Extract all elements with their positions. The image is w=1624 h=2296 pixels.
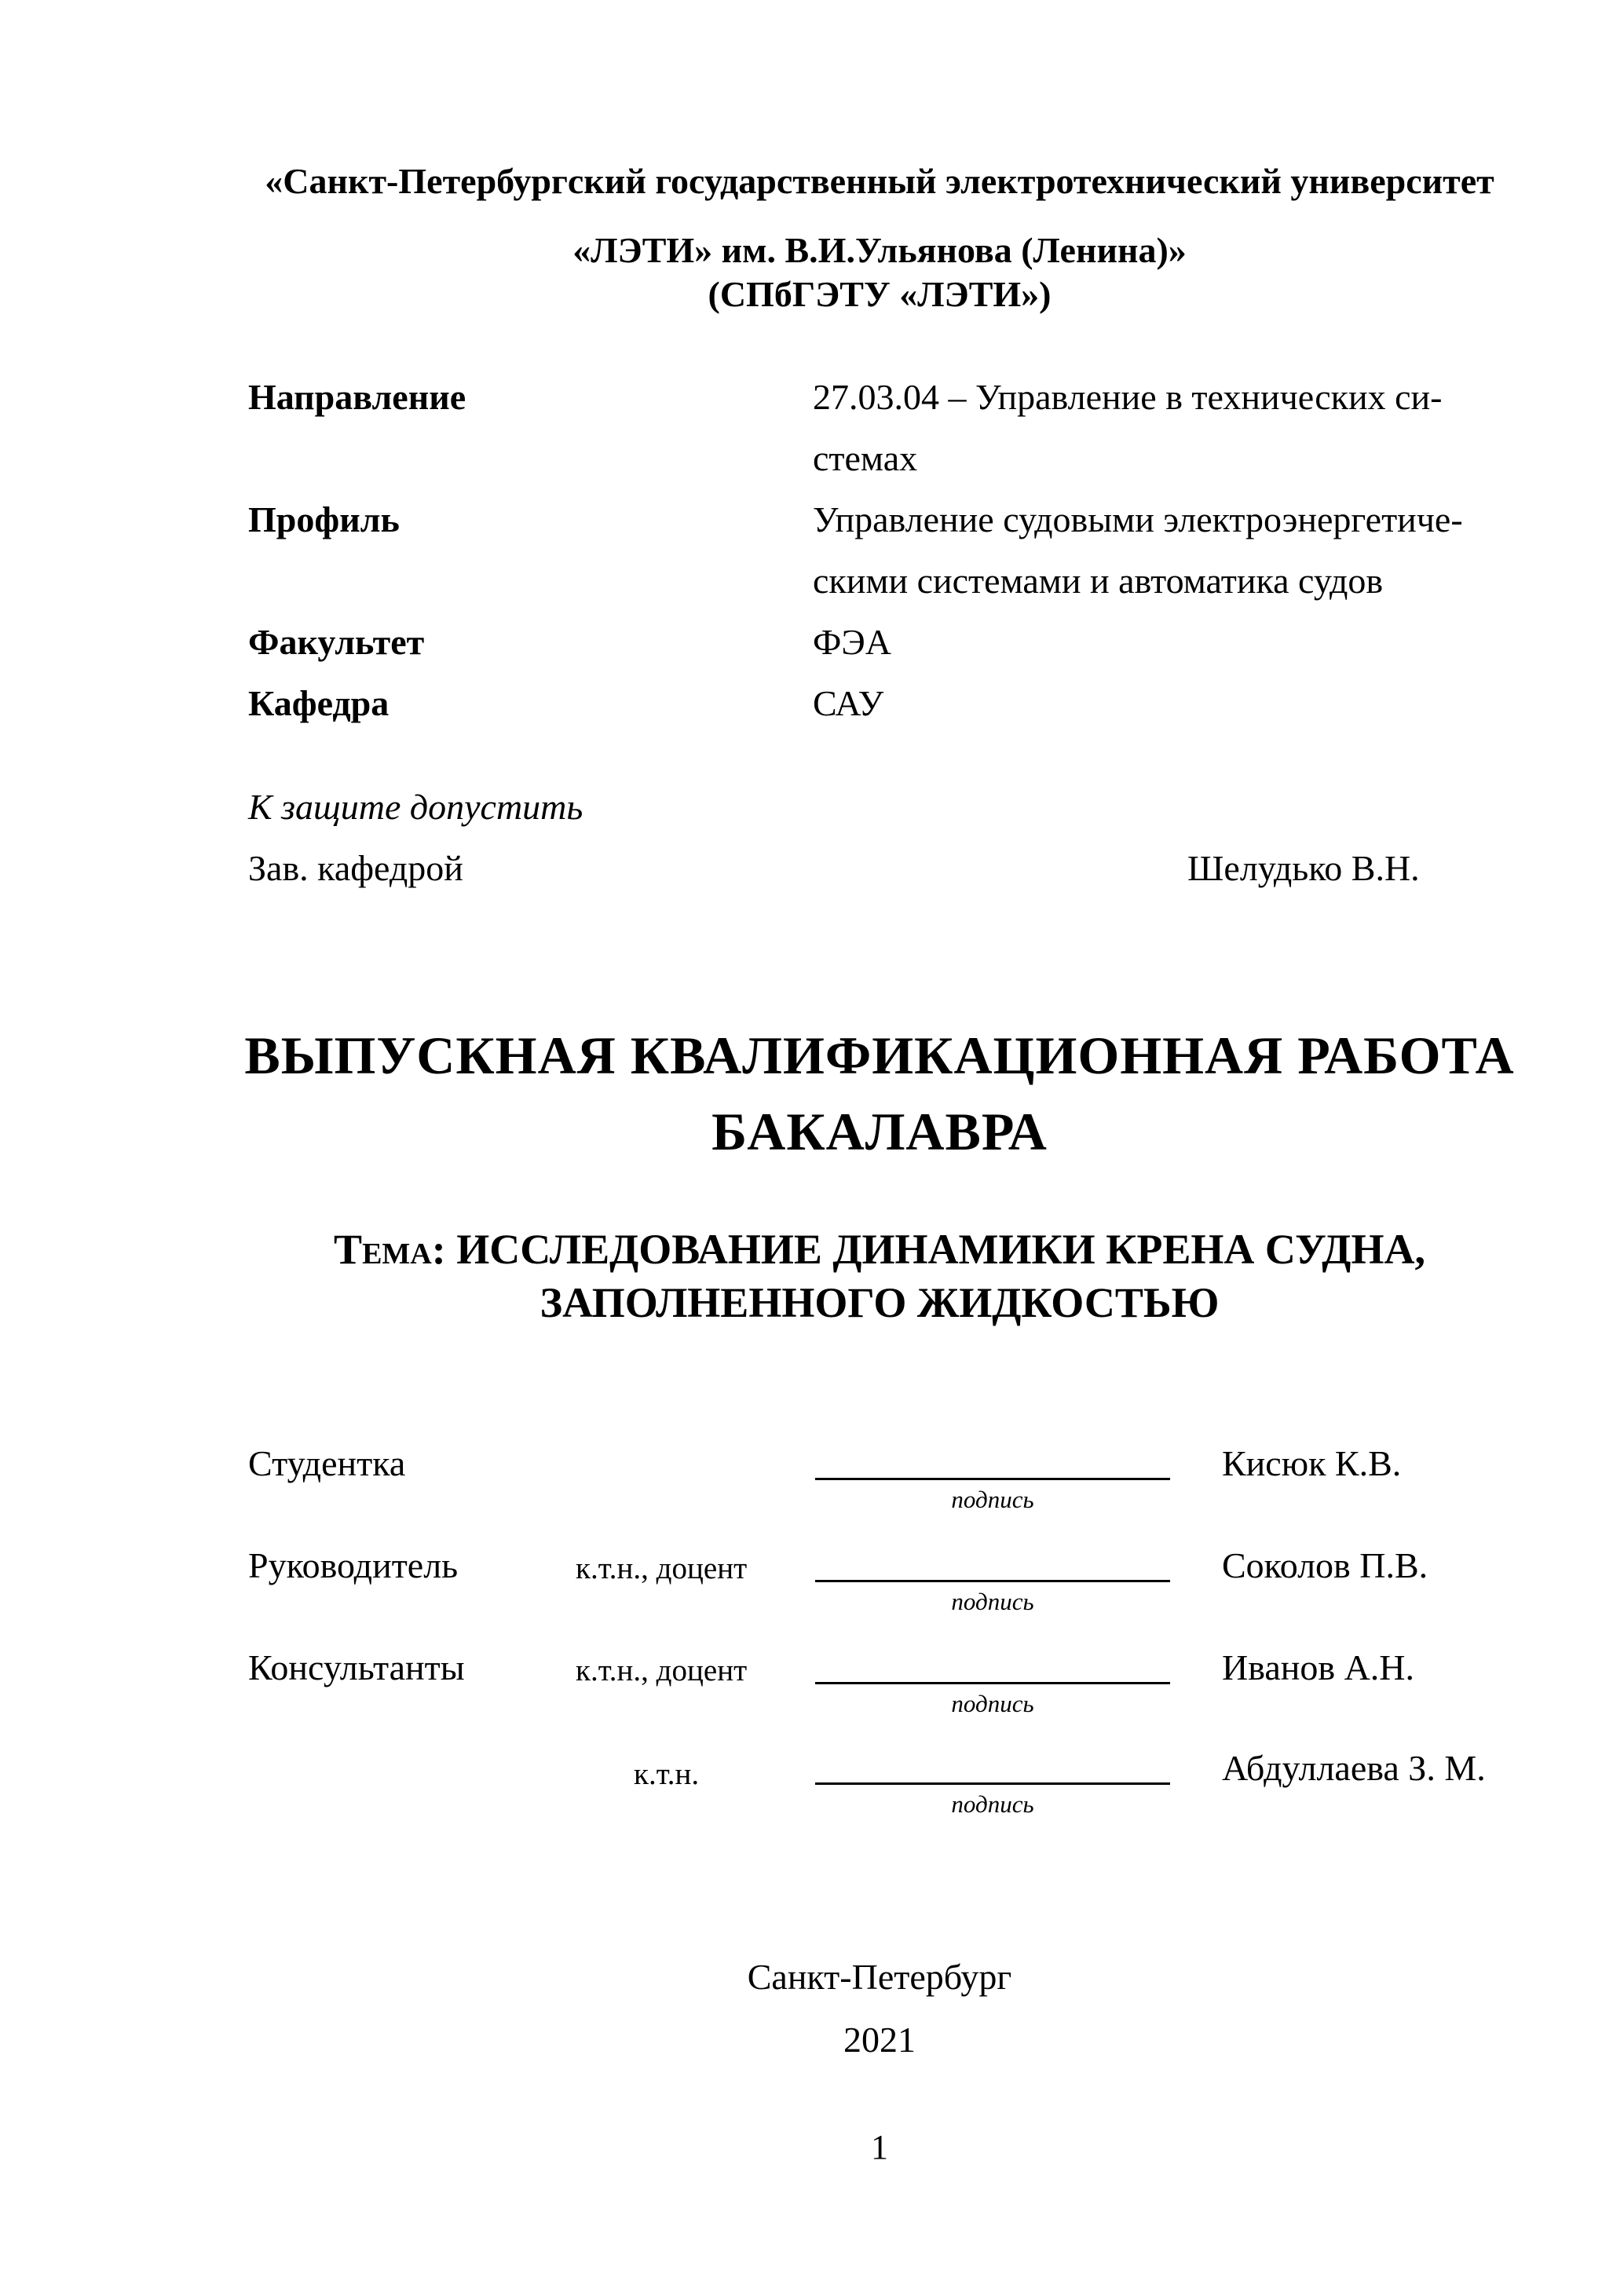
field-value-direction-line2: стемах: [813, 438, 918, 478]
department-head-name: Шелудько В.Н.: [1187, 848, 1420, 888]
university-name-line1: «Санкт-Петербургский государственный электротехнический университет: [265, 161, 1494, 201]
field-value-profile-line1: Управление судовыми электроэнергетиче-: [813, 499, 1463, 539]
field-label-department: Кафедра: [248, 683, 390, 723]
work-title-line1: ВЫПУСКНАЯ КВАЛИФИКАЦИОННАЯ РАБОТА: [244, 1026, 1515, 1085]
signature-caption: подпись: [951, 1790, 1034, 1818]
signature-name-consultant1: Иванов А.Н.: [1222, 1647, 1415, 1687]
signature-caption: подпись: [951, 1486, 1034, 1513]
signature-line: [815, 1751, 1170, 1785]
page-number: 1: [871, 2128, 888, 2166]
field-label-profile: Профиль: [248, 499, 400, 539]
signature-name-consultant2: Абдуллаева З. М.: [1222, 1748, 1486, 1788]
field-value-profile-line2: скими системами и автоматика судов: [813, 561, 1384, 601]
footer-city: Санкт-Петербург: [747, 1957, 1012, 1997]
field-value-direction-line1: 27.03.04 – Управление в технических си-: [813, 377, 1443, 417]
field-label-faculty: Факультет: [248, 622, 425, 662]
topic-prefix: Тема:: [334, 1226, 446, 1273]
signature-name-student: Кисюк К.В.: [1222, 1443, 1402, 1483]
university-abbreviation: (СПбГЭТУ «ЛЭТИ»): [708, 274, 1052, 314]
admission-approve-line: К защите допустить: [248, 787, 583, 827]
signature-qualification-consultant2: к.т.н.: [634, 1757, 700, 1791]
field-value-faculty: ФЭА: [813, 622, 891, 662]
signature-role-consultants: Консультанты: [248, 1647, 465, 1687]
topic-line2: ЗАПОЛНЕННОГО ЖИДКОСТЬЮ: [540, 1279, 1220, 1326]
university-name-line2: «ЛЭТИ» им. В.И.Ульянова (Ленина)»: [572, 230, 1187, 270]
department-head-label: Зав. кафедрой: [248, 848, 463, 888]
signature-role-student: Студентка: [248, 1443, 406, 1483]
signature-caption: подпись: [951, 1690, 1034, 1717]
topic-line1-text: ИССЛЕДОВАНИЕ ДИНАМИКИ КРЕНА СУДНА,: [445, 1226, 1425, 1273]
signature-line: [815, 1651, 1170, 1684]
signature-caption: подпись: [951, 1588, 1034, 1615]
signature-role-supervisor: Руководитель: [248, 1545, 459, 1585]
field-label-direction: Направление: [248, 377, 466, 417]
signature-qualification-supervisor: к.т.н., доцент: [576, 1552, 748, 1585]
footer-year: 2021: [843, 2020, 916, 2060]
signature-line: [815, 1548, 1170, 1582]
signature-qualification-consultant1: к.т.н., доцент: [576, 1654, 748, 1687]
signature-line: [815, 1446, 1170, 1480]
signature-name-supervisor: Соколов П.В.: [1222, 1545, 1428, 1585]
topic-line1: [236, 1225, 1523, 1274]
field-value-department: САУ: [813, 683, 884, 723]
work-title-line2: БАКАЛАВРА: [711, 1102, 1048, 1161]
